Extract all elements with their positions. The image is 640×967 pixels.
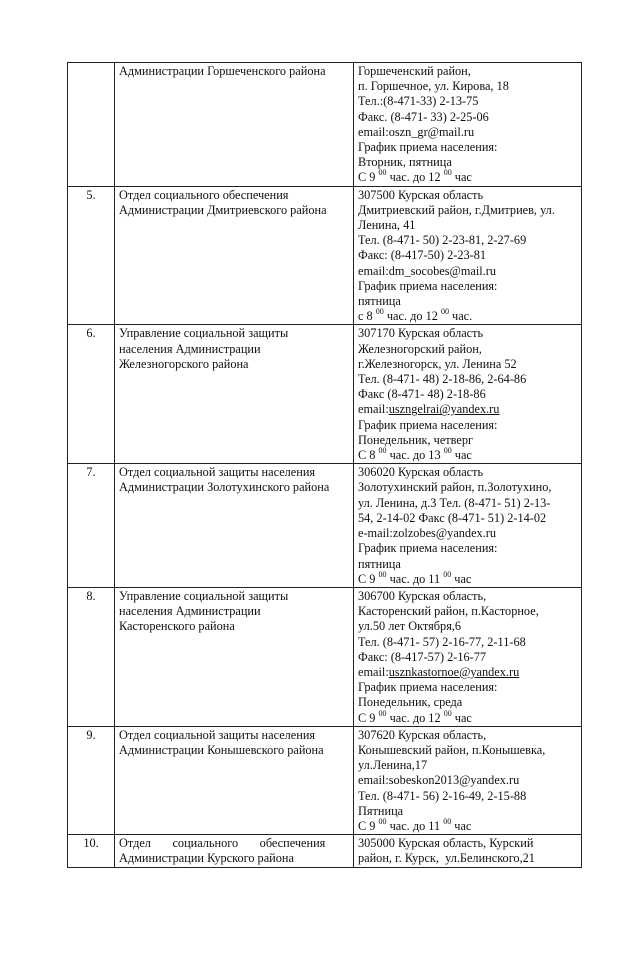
schedule-days: Понедельник, четверг — [358, 432, 474, 447]
address-line: Ленина, 41 — [358, 218, 416, 233]
hours-mid: час. до 12 — [386, 170, 444, 185]
phone-line: Тел. (8-471- 48) 2-18-86, 2-64-86 — [358, 372, 527, 387]
hours-suffix: час. — [448, 309, 473, 324]
office-name — [115, 587, 354, 726]
row-number: 5. — [68, 186, 115, 325]
office-name-line: Администрации Золотухинского района — [119, 480, 330, 495]
office-name-line: Отдел социального обеспечения — [119, 187, 289, 202]
office-name-line: Управление социальной защиты — [119, 326, 289, 341]
phone-line: 54, 2-14-02 Факс (8-471- 51) 2-14-02 — [358, 510, 547, 525]
email-link[interactable]: uszngelrai@yandex.ru — [388, 402, 500, 417]
address-line: Золотухинский район, п.Золотухино, — [358, 480, 552, 495]
hours-prefix: С 9 — [358, 710, 379, 725]
row-number: 10. — [68, 835, 115, 867]
address-line: 306700 Курская область, — [358, 588, 487, 603]
address-line: ул.50 лет Октября,6 — [358, 619, 462, 634]
hours-suffix: час — [451, 818, 472, 833]
row-number: 8. — [68, 587, 115, 726]
office-name — [115, 726, 354, 834]
hours-mid: час. до 12 — [383, 309, 441, 324]
address-line: г.Железногорск, ул. Ленина 52 — [358, 356, 517, 371]
hours-sup: 00 — [443, 708, 452, 718]
address-line: Дмитриевский район, г.Дмитриев, ул. — [358, 202, 555, 217]
office-contacts — [354, 325, 582, 464]
hours-mid: час. до 12 — [386, 710, 444, 725]
email-line — [358, 402, 577, 417]
schedule-heading: График приема населения: — [358, 278, 498, 293]
office-name — [115, 835, 354, 867]
hours-sup: 00 — [440, 307, 449, 317]
office-contacts — [354, 835, 582, 867]
hours-prefix: С 9 — [358, 571, 379, 586]
row-number — [68, 63, 115, 187]
email-line: email:oszn_gr@mail.ru — [358, 124, 475, 139]
fax-line: Факс: (8-417-57) 2-16-77 — [358, 649, 487, 664]
office-name-line: населения Администрации — [119, 604, 261, 619]
row-number: 6. — [68, 325, 115, 464]
hours-sup: 00 — [378, 708, 387, 718]
schedule-hours — [358, 309, 577, 324]
office-contacts — [354, 726, 582, 834]
address-line: 307170 Курская область — [358, 326, 484, 341]
hours-suffix: час — [451, 710, 472, 725]
email-line: email:sobeskon2013@yandex.ru — [358, 773, 520, 788]
address-line: 306020 Курская область — [358, 465, 484, 480]
hours-sup: 00 — [378, 168, 387, 178]
hours-sup: 00 — [378, 569, 387, 579]
hours-sup: 00 — [378, 816, 387, 826]
schedule-heading: График приема населения: — [358, 680, 498, 695]
schedule-hours — [358, 569, 577, 587]
address-line: район, г. Курск, ул.Белинского,21 — [358, 851, 535, 866]
schedule-days: пятница — [358, 294, 401, 309]
phone-line: Тел.:(8-471-33) 2-13-75 — [358, 94, 479, 109]
office-name-line: Касторенского района — [119, 619, 235, 634]
fax-line: Факс. (8-471- 33) 2-25-06 — [358, 109, 489, 124]
hours-suffix: час — [451, 170, 472, 185]
email-line — [358, 665, 577, 680]
office-name-line: Отдел социального обеспечения — [119, 836, 326, 851]
fax-line: Факс: (8-417-50) 2-23-81 — [358, 248, 487, 263]
schedule-days: Понедельник, среда — [358, 695, 463, 710]
office-name — [115, 464, 354, 588]
phone-line: Тел. (8-471- 50) 2-23-81, 2-27-69 — [358, 233, 527, 248]
table-row — [68, 325, 582, 464]
address-line: Горшеченский район, — [358, 64, 471, 78]
fax-line: Факс (8-471- 48) 2-18-86 — [358, 387, 486, 402]
address-line: ул. Ленина, д.3 Тел. (8-471- 51) 2-13- — [358, 495, 551, 510]
schedule-heading: График приема населения: — [358, 140, 498, 155]
hours-prefix: с 8 — [358, 309, 376, 324]
table-body — [68, 63, 582, 868]
office-name-line: Железногорского района — [119, 356, 249, 371]
hours-sup: 00 — [378, 446, 387, 456]
hours-mid: час. до 11 — [386, 818, 444, 833]
schedule-heading: График приема населения: — [358, 541, 498, 556]
email-line: email:dm_socobes@mail.ru — [358, 263, 497, 278]
office-name-line: Администрации Горшеченского района — [119, 64, 326, 78]
hours-prefix: С 9 — [358, 170, 379, 185]
phone-line: Тел. (8-471- 57) 2-16-77, 2-11-68 — [358, 634, 526, 649]
hours-mid: час. до 11 — [386, 571, 444, 586]
schedule-hours — [358, 448, 577, 463]
schedule-hours — [358, 708, 577, 726]
hours-suffix: час — [451, 448, 472, 463]
row-number: 9. — [68, 726, 115, 834]
office-name — [115, 325, 354, 464]
address-line: Касторенский район, п.Касторное, — [358, 604, 539, 619]
schedule-days: пятница — [358, 556, 401, 571]
table-row — [68, 726, 582, 834]
hours-sup: 00 — [443, 168, 452, 178]
schedule-days: Вторник, пятница — [358, 155, 452, 170]
email-prefix: email: — [358, 664, 389, 679]
office-name-line: Управление социальной защиты — [119, 588, 289, 603]
offices-table — [67, 62, 582, 868]
office-name-line: Администрации Конышевского района — [119, 742, 324, 757]
email-link[interactable]: usznkastornoe@yandex.ru — [388, 664, 520, 679]
email-line: e-mail:zolzobes@yandex.ru — [358, 526, 496, 541]
hours-sup: 00 — [443, 446, 452, 456]
hours-prefix: С 8 — [358, 448, 379, 463]
address-line: 307620 Курская область, — [358, 727, 487, 742]
table-row — [68, 835, 582, 867]
table-row — [68, 587, 582, 726]
hours-sup: 00 — [443, 569, 452, 579]
office-contacts — [354, 63, 582, 187]
hours-mid: час. до 13 — [386, 448, 444, 463]
office-name — [115, 186, 354, 325]
office-contacts — [354, 464, 582, 588]
office-contacts — [354, 587, 582, 726]
phone-line: Тел. (8-471- 56) 2-16-49, 2-15-88 — [358, 788, 527, 803]
address-line: Железногорский район, — [358, 341, 482, 356]
hours-sup: 00 — [443, 816, 452, 826]
row-number: 7. — [68, 464, 115, 588]
schedule-hours — [358, 816, 577, 834]
office-name-line: Администрации Дмитриевского района — [119, 202, 327, 217]
office-name — [115, 63, 354, 187]
schedule-days: Пятница — [358, 803, 404, 818]
address-line: 305000 Курская область, Курский — [358, 836, 534, 851]
table-row — [68, 464, 582, 588]
schedule-hours — [358, 170, 577, 185]
office-contacts — [354, 186, 582, 325]
schedule-heading: График приема населения: — [358, 417, 498, 432]
office-name-line: Отдел социальной защиты населения — [119, 465, 316, 480]
address-line: п. Горшечное, ул. Кирова, 18 — [358, 79, 509, 94]
hours-prefix: С 9 — [358, 818, 379, 833]
table-row — [68, 63, 582, 187]
address-line: ул.Ленина,17 — [358, 758, 428, 773]
hours-suffix: час — [451, 571, 472, 586]
address-line: 307500 Курская область — [358, 187, 484, 202]
office-name-line: Администрации Курского района — [119, 851, 294, 866]
hours-sup: 00 — [375, 307, 384, 317]
email-prefix: email: — [358, 402, 389, 417]
address-line: Конышевский район, п.Конышевка, — [358, 742, 546, 757]
table-row — [68, 186, 582, 325]
office-name-line: Отдел социальной защиты населения — [119, 727, 316, 742]
office-name-line: населения Администрации — [119, 341, 261, 356]
